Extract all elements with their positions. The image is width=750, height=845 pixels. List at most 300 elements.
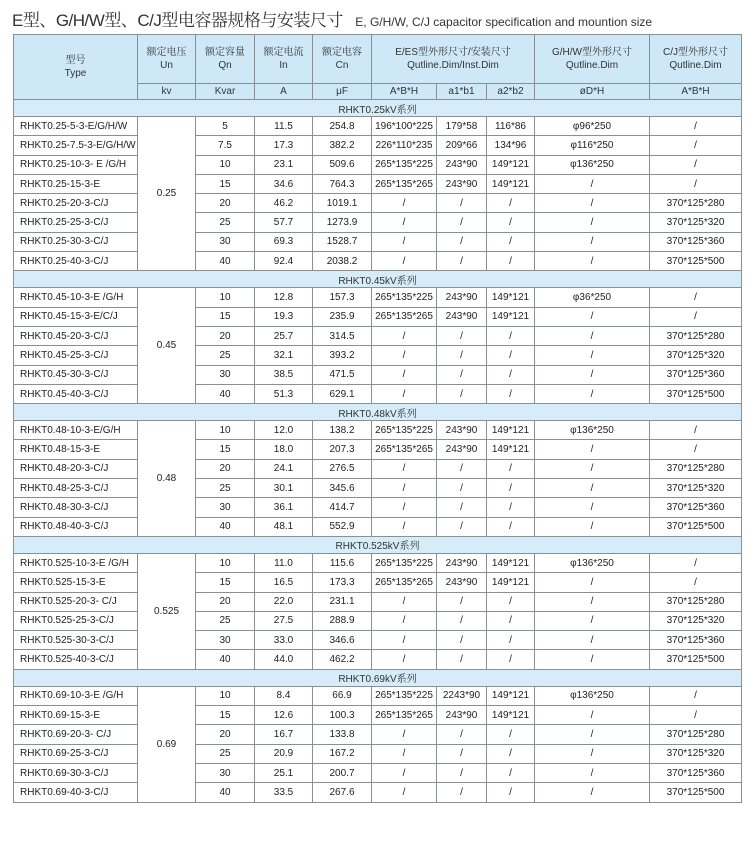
cell-rated-capacity: 15: [196, 440, 255, 459]
cell-rated-current: 18.0: [255, 440, 313, 459]
cell-ghw-dim: /: [535, 592, 650, 611]
unit-e-abh: A*B*H: [372, 84, 437, 100]
cell-e-dim-abh: 265*135*265: [372, 440, 437, 459]
cell-rated-voltage: 0.45: [138, 288, 196, 404]
title-cn: E型、G/H/W型、C/J型电容器规格与安装尺寸: [12, 11, 343, 30]
cell-e-dim-abh: 265*135*265: [372, 706, 437, 725]
cell-e-dim-abh: 196*100*225: [372, 117, 437, 136]
cell-cj-dim: 370*125*360: [650, 232, 742, 251]
cell-cj-dim: 370*125*320: [650, 346, 742, 365]
cell-e-dim-a1b1: /: [437, 517, 487, 536]
cell-rated-current: 19.3: [255, 307, 313, 326]
cell-e-dim-a1b1: /: [437, 194, 487, 213]
cell-cj-dim: 370*125*320: [650, 611, 742, 630]
cell-rated-capacity: 10: [196, 155, 255, 174]
cell-model: RHKT0.25-15-3-E: [14, 174, 138, 193]
table-row: [14, 117, 742, 136]
cell-e-dim-abh: 265*135*225: [372, 686, 437, 705]
cell-ghw-dim: /: [535, 725, 650, 744]
cell-e-dim-abh: 265*135*225: [372, 288, 437, 307]
cell-rated-capacity: 20: [196, 459, 255, 478]
cell-cj-dim: 370*125*500: [650, 783, 742, 802]
cell-cj-dim: 370*125*280: [650, 326, 742, 345]
capacitor-spec-table: [13, 34, 742, 803]
header-in: 额定电流 In: [255, 35, 313, 84]
cell-cj-dim: 370*125*360: [650, 365, 742, 384]
cell-rated-capacity: 20: [196, 592, 255, 611]
cell-rated-capacitance: 100.3: [313, 706, 372, 725]
cell-e-dim-a1b1: 243*90: [437, 307, 487, 326]
header-e-dim: E/ES型外形尺寸/安装尺寸 Qutline.Dim/Inst.Dim: [372, 35, 535, 84]
cell-rated-current: 8.4: [255, 686, 313, 705]
cell-e-dim-abh: /: [372, 365, 437, 384]
cell-rated-capacitance: 414.7: [313, 498, 372, 517]
cell-cj-dim: /: [650, 573, 742, 592]
cell-rated-capacitance: 764.3: [313, 174, 372, 193]
cell-cj-dim: 370*125*360: [650, 498, 742, 517]
cell-e-dim-a1b1: /: [437, 592, 487, 611]
table-row: [14, 136, 742, 155]
cell-model: RHKT0.69-40-3-C/J: [14, 783, 138, 802]
cell-rated-current: 12.0: [255, 421, 313, 440]
cell-rated-capacitance: 66.9: [313, 686, 372, 705]
cell-e-dim-a1b1: /: [437, 725, 487, 744]
unit-in: A: [255, 84, 313, 100]
cell-e-dim-abh: /: [372, 479, 437, 498]
cell-rated-current: 12.8: [255, 288, 313, 307]
cell-e-dim-a1b1: /: [437, 498, 487, 517]
cell-e-dim-a1b1: 243*90: [437, 573, 487, 592]
section-header-row: [14, 536, 742, 553]
cell-rated-capacity: 30: [196, 498, 255, 517]
cell-e-dim-a1b1: /: [437, 744, 487, 763]
cell-ghw-dim: /: [535, 498, 650, 517]
cell-e-dim-abh: 265*135*225: [372, 553, 437, 572]
cell-ghw-dim: φ136*250: [535, 686, 650, 705]
table-row: [14, 174, 742, 193]
section-title: RHKT0.48kV系列: [14, 404, 742, 421]
cell-cj-dim: /: [650, 440, 742, 459]
cell-e-dim-a2b2: /: [487, 479, 535, 498]
table-row: [14, 498, 742, 517]
cell-rated-capacitance: 1019.1: [313, 194, 372, 213]
cell-e-dim-a1b1: /: [437, 763, 487, 782]
table-row: [14, 553, 742, 572]
cell-rated-current: 30.1: [255, 479, 313, 498]
cell-ghw-dim: /: [535, 232, 650, 251]
cell-rated-capacitance: 133.8: [313, 725, 372, 744]
cell-ghw-dim: φ36*250: [535, 288, 650, 307]
cell-e-dim-a2b2: 149*121: [487, 686, 535, 705]
cell-model: RHKT0.48-40-3-C/J: [14, 517, 138, 536]
cell-rated-current: 12.6: [255, 706, 313, 725]
table-row: [14, 155, 742, 174]
cell-cj-dim: /: [650, 706, 742, 725]
table-row: [14, 573, 742, 592]
table-row: [14, 611, 742, 630]
cell-rated-capacitance: 629.1: [313, 384, 372, 403]
table-row: [14, 440, 742, 459]
cell-rated-capacity: 40: [196, 650, 255, 669]
cell-model: RHKT0.45-20-3-C/J: [14, 326, 138, 345]
cell-model: RHKT0.25-20-3-C/J: [14, 194, 138, 213]
cell-rated-capacity: 30: [196, 763, 255, 782]
cell-e-dim-a2b2: 116*86: [487, 117, 535, 136]
cell-cj-dim: 370*125*360: [650, 763, 742, 782]
table-row: [14, 252, 742, 271]
cell-model: RHKT0.525-10-3-E /G/H: [14, 553, 138, 572]
cell-model: RHKT0.48-20-3-C/J: [14, 459, 138, 478]
cell-ghw-dim: φ136*250: [535, 155, 650, 174]
unit-cn: μF: [313, 84, 372, 100]
cell-e-dim-a1b1: 243*90: [437, 440, 487, 459]
cell-ghw-dim: /: [535, 479, 650, 498]
cell-e-dim-a1b1: /: [437, 650, 487, 669]
section-title: RHKT0.25kV系列: [14, 100, 742, 117]
table-row: [14, 686, 742, 705]
header-cj-dim: C/J型外形尺寸 Qutline.Dim: [650, 35, 742, 84]
cell-e-dim-a2b2: /: [487, 592, 535, 611]
table-row: [14, 783, 742, 802]
cell-e-dim-a1b1: /: [437, 611, 487, 630]
cell-model: RHKT0.25-5-3-E/G/H/W: [14, 117, 138, 136]
cell-cj-dim: /: [650, 155, 742, 174]
cell-ghw-dim: φ136*250: [535, 421, 650, 440]
cell-cj-dim: 370*125*280: [650, 459, 742, 478]
cell-ghw-dim: /: [535, 326, 650, 345]
cell-model: RHKT0.69-15-3-E: [14, 706, 138, 725]
cell-rated-capacitance: 471.5: [313, 365, 372, 384]
table-row: [14, 479, 742, 498]
cell-ghw-dim: /: [535, 783, 650, 802]
cell-rated-current: 11.0: [255, 553, 313, 572]
section-title: RHKT0.69kV系列: [14, 669, 742, 686]
unit-un: kv: [138, 84, 196, 100]
cell-ghw-dim: φ136*250: [535, 553, 650, 572]
cell-e-dim-abh: /: [372, 232, 437, 251]
cell-ghw-dim: /: [535, 706, 650, 725]
cell-e-dim-a2b2: /: [487, 384, 535, 403]
cell-cj-dim: 370*125*500: [650, 517, 742, 536]
cell-rated-capacitance: 235.9: [313, 307, 372, 326]
cell-e-dim-a2b2: 149*121: [487, 155, 535, 174]
cell-model: RHKT0.69-30-3-C/J: [14, 763, 138, 782]
table-row: [14, 517, 742, 536]
cell-e-dim-a2b2: 149*121: [487, 553, 535, 572]
cell-e-dim-abh: /: [372, 631, 437, 650]
cell-e-dim-a2b2: /: [487, 611, 535, 630]
cell-e-dim-abh: /: [372, 611, 437, 630]
cell-rated-capacitance: 167.2: [313, 744, 372, 763]
cell-rated-voltage: 0.525: [138, 553, 196, 669]
table-row: [14, 706, 742, 725]
cell-ghw-dim: /: [535, 252, 650, 271]
cell-rated-current: 25.1: [255, 763, 313, 782]
cell-ghw-dim: /: [535, 459, 650, 478]
table-row: [14, 592, 742, 611]
section-title: RHKT0.525kV系列: [14, 536, 742, 553]
unit-cj: A*B*H: [650, 84, 742, 100]
cell-rated-capacitance: 552.9: [313, 517, 372, 536]
cell-e-dim-a2b2: /: [487, 365, 535, 384]
cell-e-dim-a1b1: 243*90: [437, 706, 487, 725]
table-body: [14, 100, 742, 803]
cell-e-dim-a2b2: /: [487, 232, 535, 251]
cell-model: RHKT0.25-7.5-3-E/G/H/W: [14, 136, 138, 155]
cell-rated-capacitance: 1528.7: [313, 232, 372, 251]
cell-e-dim-abh: 265*135*225: [372, 155, 437, 174]
cell-rated-current: 27.5: [255, 611, 313, 630]
cell-cj-dim: 370*125*320: [650, 479, 742, 498]
table-row: [14, 307, 742, 326]
cell-rated-capacity: 7.5: [196, 136, 255, 155]
cell-rated-capacity: 25: [196, 213, 255, 232]
cell-model: RHKT0.69-20-3- C/J: [14, 725, 138, 744]
cell-e-dim-a1b1: /: [437, 232, 487, 251]
unit-qn: Kvar: [196, 84, 255, 100]
table-row: [14, 763, 742, 782]
cell-rated-current: 17.3: [255, 136, 313, 155]
cell-cj-dim: /: [650, 136, 742, 155]
cell-cj-dim: 370*125*280: [650, 725, 742, 744]
cell-rated-capacitance: 115.6: [313, 553, 372, 572]
cell-e-dim-a1b1: 243*90: [437, 288, 487, 307]
cell-e-dim-a1b1: 243*90: [437, 155, 487, 174]
cell-e-dim-abh: 265*135*265: [372, 573, 437, 592]
cell-rated-capacitance: 509.6: [313, 155, 372, 174]
cell-e-dim-abh: /: [372, 592, 437, 611]
cell-ghw-dim: φ96*250: [535, 117, 650, 136]
cell-ghw-dim: /: [535, 744, 650, 763]
cell-e-dim-a2b2: /: [487, 517, 535, 536]
cell-cj-dim: 370*125*500: [650, 650, 742, 669]
cell-e-dim-a1b1: /: [437, 479, 487, 498]
cell-rated-capacitance: 314.5: [313, 326, 372, 345]
cell-e-dim-a2b2: 149*121: [487, 421, 535, 440]
cell-e-dim-a1b1: /: [437, 365, 487, 384]
cell-e-dim-a1b1: /: [437, 459, 487, 478]
cell-rated-capacity: 40: [196, 384, 255, 403]
cell-e-dim-abh: 226*110*235: [372, 136, 437, 155]
cell-e-dim-a2b2: /: [487, 213, 535, 232]
cell-rated-capacity: 20: [196, 194, 255, 213]
cell-e-dim-abh: /: [372, 194, 437, 213]
cell-rated-current: 92.4: [255, 252, 313, 271]
cell-rated-current: 11.5: [255, 117, 313, 136]
cell-ghw-dim: φ116*250: [535, 136, 650, 155]
cell-e-dim-a2b2: /: [487, 783, 535, 802]
page-title: [12, 6, 652, 31]
cell-e-dim-a1b1: /: [437, 213, 487, 232]
cell-rated-current: 25.7: [255, 326, 313, 345]
cell-rated-capacity: 40: [196, 252, 255, 271]
cell-rated-current: 34.6: [255, 174, 313, 193]
header-cn: 额定电容 Cn: [313, 35, 372, 84]
cell-rated-current: 44.0: [255, 650, 313, 669]
cell-model: RHKT0.48-30-3-C/J: [14, 498, 138, 517]
cell-e-dim-abh: /: [372, 517, 437, 536]
cell-ghw-dim: /: [535, 611, 650, 630]
cell-e-dim-a1b1: /: [437, 252, 487, 271]
cell-rated-capacity: 10: [196, 686, 255, 705]
table-row: [14, 365, 742, 384]
section-header-row: [14, 669, 742, 686]
cell-e-dim-a1b1: 243*90: [437, 421, 487, 440]
cell-model: RHKT0.525-25-3-C/J: [14, 611, 138, 630]
cell-e-dim-abh: /: [372, 213, 437, 232]
cell-cj-dim: 370*125*320: [650, 744, 742, 763]
cell-rated-current: 16.7: [255, 725, 313, 744]
cell-rated-current: 46.2: [255, 194, 313, 213]
cell-model: RHKT0.525-30-3-C/J: [14, 631, 138, 650]
cell-e-dim-a1b1: /: [437, 631, 487, 650]
cell-rated-capacitance: 462.2: [313, 650, 372, 669]
cell-rated-capacity: 20: [196, 326, 255, 345]
unit-e-a2b2: a2*b2: [487, 84, 535, 100]
cell-ghw-dim: /: [535, 194, 650, 213]
cell-e-dim-a1b1: 179*58: [437, 117, 487, 136]
cell-e-dim-abh: /: [372, 744, 437, 763]
cell-rated-capacitance: 267.6: [313, 783, 372, 802]
cell-rated-capacitance: 346.6: [313, 631, 372, 650]
cell-e-dim-abh: /: [372, 459, 437, 478]
cell-model: RHKT0.45-40-3-C/J: [14, 384, 138, 403]
cell-ghw-dim: /: [535, 174, 650, 193]
cell-model: RHKT0.25-10-3- E /G/H: [14, 155, 138, 174]
cell-rated-capacity: 25: [196, 611, 255, 630]
cell-rated-capacity: 40: [196, 517, 255, 536]
cell-rated-current: 20.9: [255, 744, 313, 763]
section-header-row: [14, 271, 742, 288]
cell-ghw-dim: /: [535, 440, 650, 459]
cell-rated-capacity: 15: [196, 573, 255, 592]
cell-rated-voltage: 0.25: [138, 117, 196, 271]
cell-rated-capacity: 40: [196, 783, 255, 802]
cell-model: RHKT0.48-15-3-E: [14, 440, 138, 459]
header-type: 型号 Type: [14, 35, 138, 100]
cell-rated-capacity: 15: [196, 307, 255, 326]
header-qn: 额定容量 Qn: [196, 35, 255, 84]
cell-ghw-dim: /: [535, 763, 650, 782]
cell-cj-dim: /: [650, 174, 742, 193]
cell-e-dim-a2b2: /: [487, 326, 535, 345]
cell-rated-capacitance: 393.2: [313, 346, 372, 365]
cell-rated-voltage: 0.48: [138, 421, 196, 537]
cell-e-dim-abh: /: [372, 252, 437, 271]
cell-cj-dim: 370*125*360: [650, 631, 742, 650]
cell-rated-capacitance: 382.2: [313, 136, 372, 155]
cell-cj-dim: 370*125*280: [650, 194, 742, 213]
cell-cj-dim: 370*125*280: [650, 592, 742, 611]
cell-rated-current: 36.1: [255, 498, 313, 517]
cell-rated-capacity: 30: [196, 232, 255, 251]
cell-rated-capacitance: 173.3: [313, 573, 372, 592]
table-row: [14, 288, 742, 307]
cell-e-dim-abh: /: [372, 384, 437, 403]
cell-rated-capacity: 25: [196, 346, 255, 365]
cell-e-dim-a2b2: 149*121: [487, 288, 535, 307]
cell-rated-capacitance: 200.7: [313, 763, 372, 782]
table-row: [14, 725, 742, 744]
cell-model: RHKT0.25-25-3-C/J: [14, 213, 138, 232]
cell-ghw-dim: /: [535, 384, 650, 403]
cell-rated-current: 69.3: [255, 232, 313, 251]
table-row: [14, 744, 742, 763]
cell-cj-dim: /: [650, 288, 742, 307]
cell-rated-current: 33.5: [255, 783, 313, 802]
cell-cj-dim: 370*125*500: [650, 384, 742, 403]
cell-e-dim-abh: /: [372, 346, 437, 365]
cell-ghw-dim: /: [535, 346, 650, 365]
table-row: [14, 384, 742, 403]
header-ghw-dim: G/H/W型外形尺寸 Qutline.Dim: [535, 35, 650, 84]
cell-e-dim-abh: 265*135*265: [372, 174, 437, 193]
cell-rated-capacity: 15: [196, 174, 255, 193]
cell-model: RHKT0.525-15-3-E: [14, 573, 138, 592]
cell-model: RHKT0.25-30-3-C/J: [14, 232, 138, 251]
cell-e-dim-a1b1: /: [437, 326, 487, 345]
cell-rated-capacity: 15: [196, 706, 255, 725]
cell-rated-capacitance: 276.5: [313, 459, 372, 478]
cell-e-dim-abh: /: [372, 783, 437, 802]
cell-rated-capacity: 25: [196, 744, 255, 763]
cell-rated-current: 48.1: [255, 517, 313, 536]
cell-e-dim-a2b2: /: [487, 763, 535, 782]
table-row: [14, 421, 742, 440]
cell-cj-dim: 370*125*500: [650, 252, 742, 271]
cell-e-dim-a2b2: /: [487, 744, 535, 763]
cell-cj-dim: /: [650, 686, 742, 705]
cell-model: RHKT0.48-10-3-E/G/H: [14, 421, 138, 440]
cell-rated-current: 22.0: [255, 592, 313, 611]
cell-rated-capacitance: 207.3: [313, 440, 372, 459]
table-row: [14, 346, 742, 365]
table-row: [14, 326, 742, 345]
cell-rated-current: 32.1: [255, 346, 313, 365]
cell-model: RHKT0.25-40-3-C/J: [14, 252, 138, 271]
cell-model: RHKT0.69-10-3-E /G/H: [14, 686, 138, 705]
cell-rated-capacity: 30: [196, 631, 255, 650]
cell-rated-capacity: 5: [196, 117, 255, 136]
cell-ghw-dim: /: [535, 307, 650, 326]
cell-e-dim-a2b2: 149*121: [487, 573, 535, 592]
title-en: E, G/H/W, C/J capacitor specification and mountion size: [355, 15, 653, 29]
cell-rated-capacitance: 288.9: [313, 611, 372, 630]
cell-rated-capacitance: 2038.2: [313, 252, 372, 271]
cell-rated-current: 23.1: [255, 155, 313, 174]
cell-rated-capacity: 10: [196, 421, 255, 440]
cell-rated-voltage: 0.69: [138, 686, 196, 802]
cell-ghw-dim: /: [535, 517, 650, 536]
cell-model: RHKT0.69-25-3-C/J: [14, 744, 138, 763]
table-row: [14, 459, 742, 478]
cell-e-dim-a2b2: /: [487, 194, 535, 213]
cell-e-dim-a1b1: /: [437, 783, 487, 802]
cell-rated-capacitance: 138.2: [313, 421, 372, 440]
cell-rated-capacity: 30: [196, 365, 255, 384]
cell-cj-dim: /: [650, 553, 742, 572]
cell-e-dim-a2b2: 134*96: [487, 136, 535, 155]
cell-model: RHKT0.45-10-3-E /G/H: [14, 288, 138, 307]
cell-model: RHKT0.45-25-3-C/J: [14, 346, 138, 365]
cell-e-dim-a1b1: 209*66: [437, 136, 487, 155]
cell-rated-capacitance: 254.8: [313, 117, 372, 136]
cell-e-dim-a2b2: /: [487, 346, 535, 365]
cell-e-dim-a2b2: /: [487, 725, 535, 744]
cell-e-dim-a2b2: /: [487, 252, 535, 271]
cell-e-dim-abh: /: [372, 326, 437, 345]
cell-cj-dim: /: [650, 117, 742, 136]
